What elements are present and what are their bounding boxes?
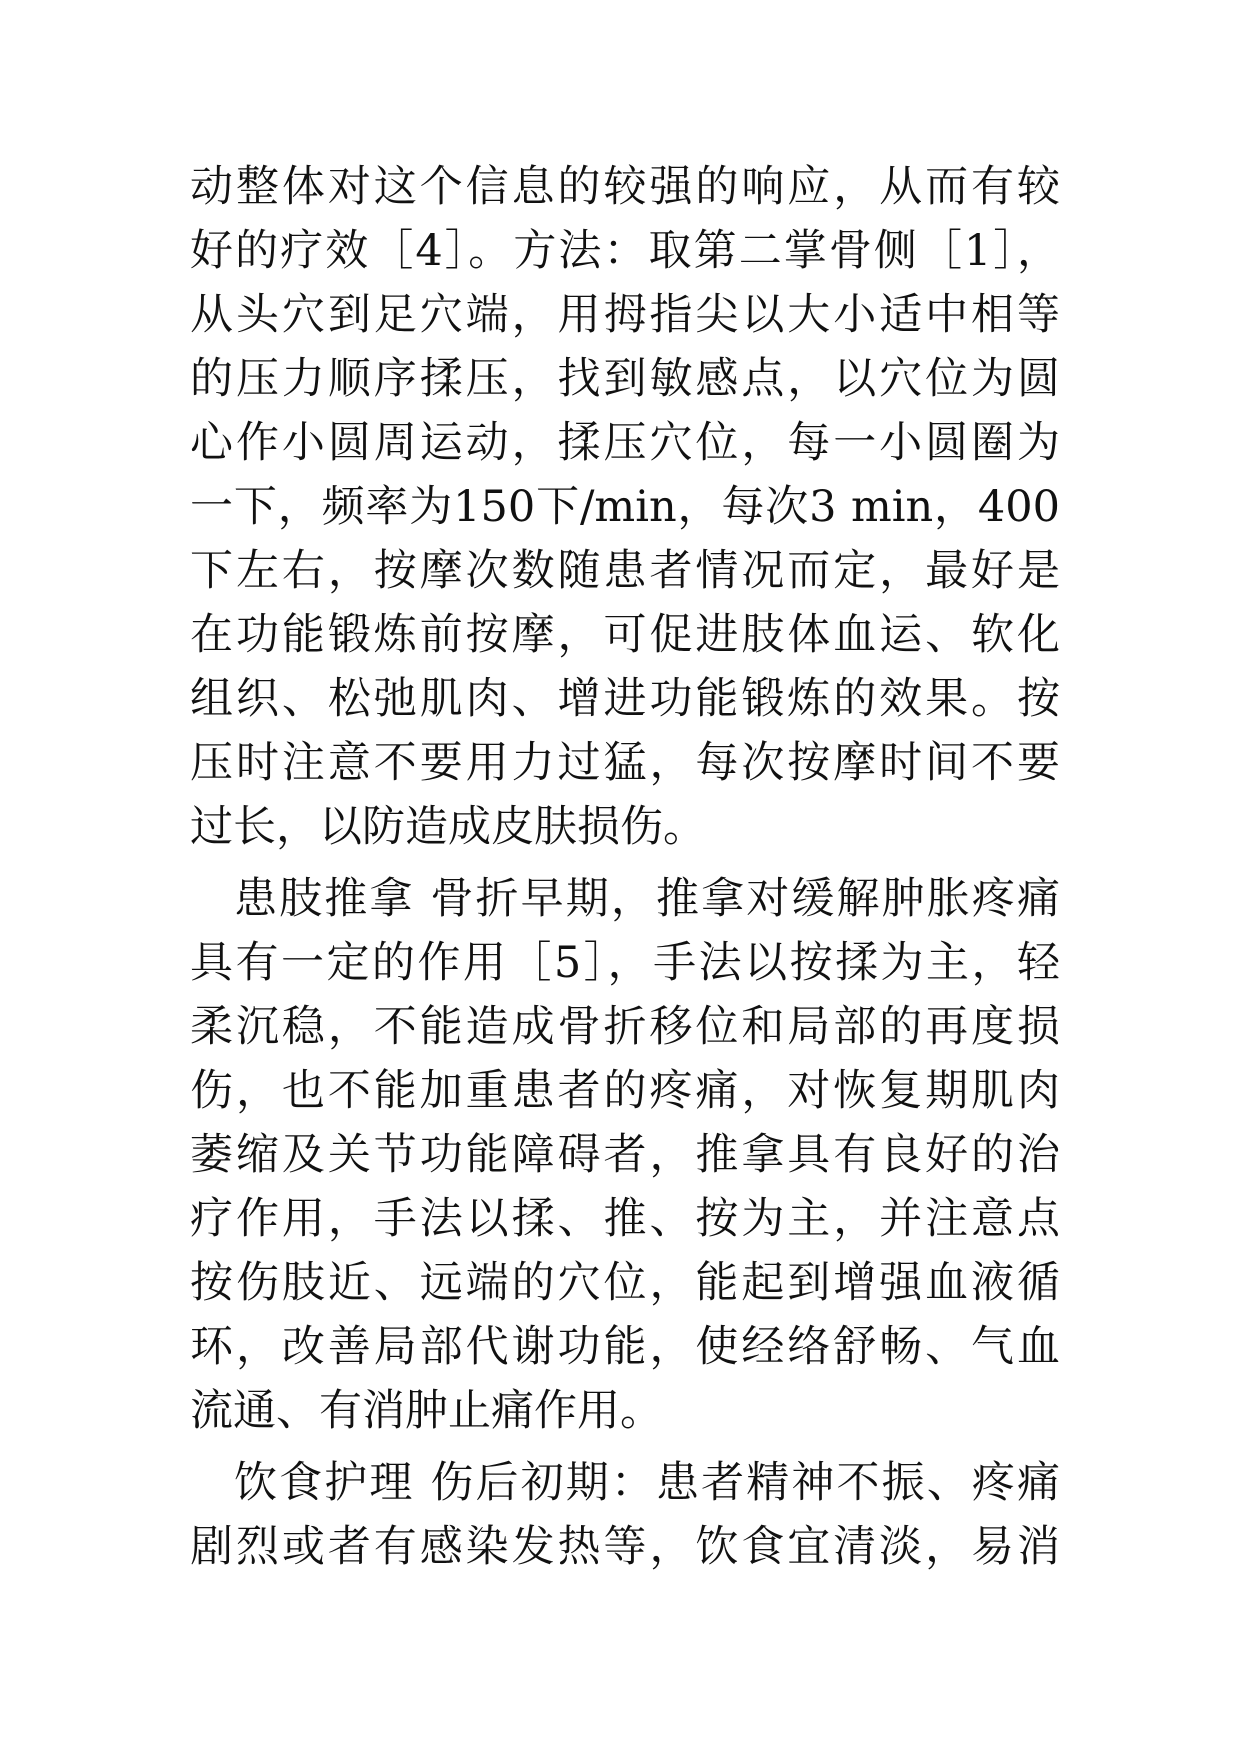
text-line: 心作小圆周运动，揉压穴位，每一小圆圈为 [190,418,1060,468]
text-line: 从头穴到足穴端，用拇指尖以大小适中相等 [190,290,1060,340]
text-line: 具有一定的作用［5］，手法以按揉为主，轻 [190,938,1060,988]
text-line: 的压力顺序揉压，找到敏感点，以穴位为圆 [190,354,1060,404]
paragraph-3 [190,1451,1060,1579]
text-line: 按伤肢近、远端的穴位，能起到增强血液循 [190,1258,1060,1308]
text-line: 动整体对这个信息的较强的响应，从而有较 [190,162,1060,212]
text-line: 伤，也不能加重患者的疼痛，对恢复期肌肉 [190,1066,1060,1116]
text-line: 压时注意不要用力过猛，每次按摩时间不要 [190,738,1060,788]
text-line: 剧烈或者有感染发热等，饮食宜清淡，易消 [190,1522,1060,1572]
text-line: 环，改善局部代谢功能，使经络舒畅、气血 [190,1322,1060,1372]
text-line: 组织、松弛肌肉、增进功能锻炼的效果。按 [190,674,1060,724]
paragraph-gap [190,1443,1060,1451]
paragraph-2 [190,867,1060,1443]
paragraph-gap [190,859,1060,867]
text-line: 饮食护理 伤后初期：患者精神不振、疼痛 [234,1458,1060,1508]
text-line: 疗作用，手法以揉、推、按为主，并注意点 [190,1194,1060,1244]
text-line: 一下，频率为150下/min，每次3 min，400 [190,482,1060,532]
text-line: 萎缩及关节功能障碍者，推拿具有良好的治 [190,1130,1060,1180]
text-line: 好的疗效［4］。方法：取第二掌骨侧［1］， [190,226,1060,276]
text-line: 下左右，按摩次数随患者情况而定，最好是 [190,546,1060,596]
body-text [190,155,1060,1579]
text-line: 患肢推拿 骨折早期，推拿对缓解肿胀疼痛 [234,874,1060,924]
paragraph-1 [190,155,1060,859]
text-line: 在功能锻炼前按摩，可促进肢体血运、软化 [190,610,1060,660]
text-line: 流通、有消肿止痛作用。 [190,1386,663,1436]
text-line: 过长，以防造成皮肤损伤。 [190,802,706,852]
text-line: 柔沉稳，不能造成骨折移位和局部的再度损 [190,1002,1060,1052]
